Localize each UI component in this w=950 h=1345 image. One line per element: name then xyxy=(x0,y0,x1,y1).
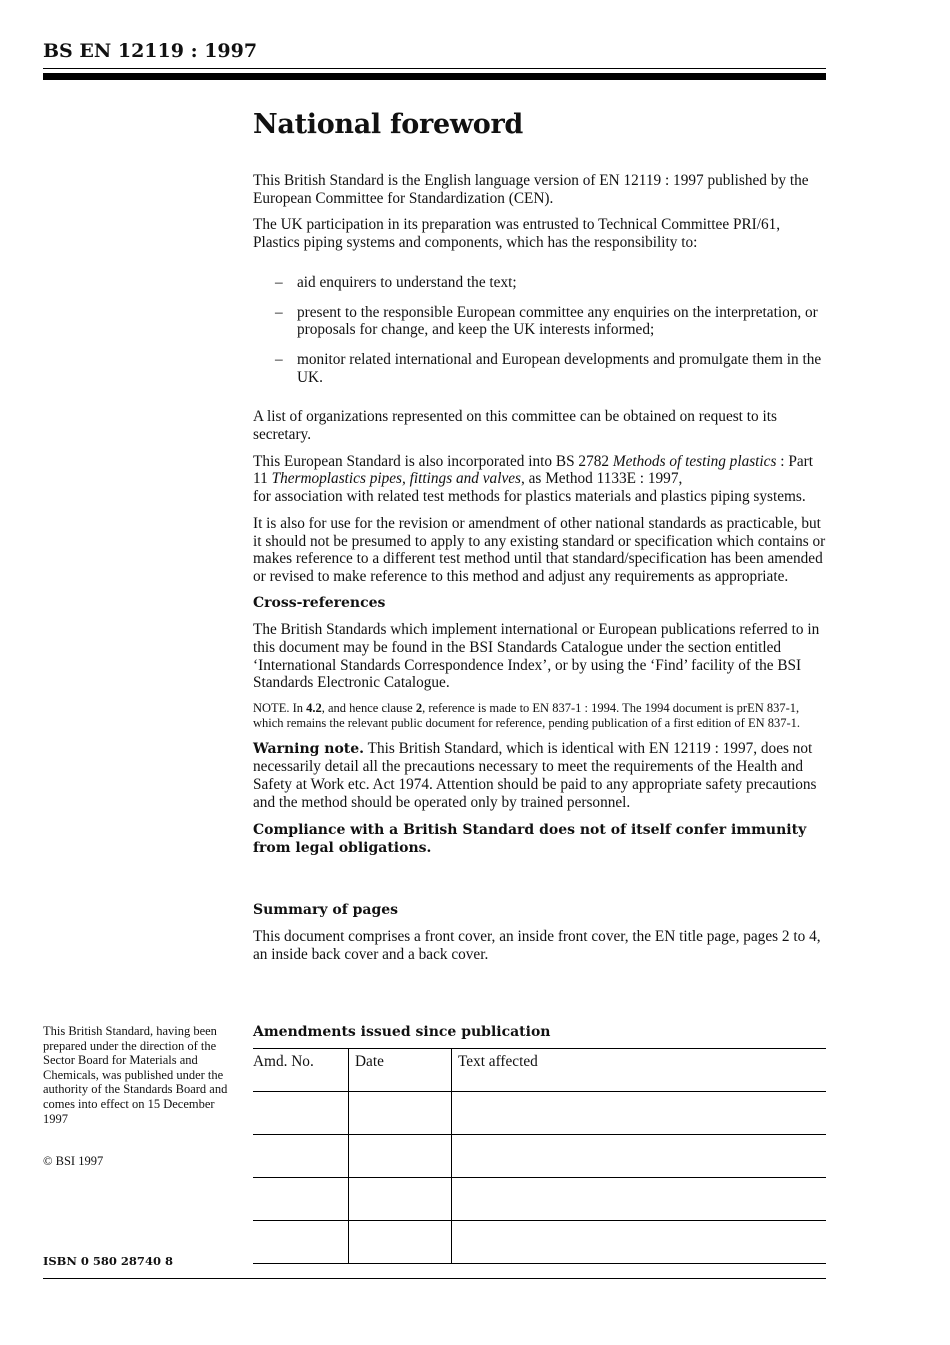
table-row xyxy=(253,1092,826,1135)
table-cell xyxy=(349,1092,452,1135)
summary-heading: Summary of pages xyxy=(253,901,399,918)
table-cell xyxy=(452,1178,827,1221)
committee-list-paragraph: A list of organizations represented on this committee can be obtained on request to its secretary. xyxy=(253,408,777,444)
copyright: © BSI 1997 xyxy=(43,1154,104,1168)
list-item xyxy=(253,351,826,386)
amendments-table xyxy=(253,1048,826,1264)
clause-ref: 2 xyxy=(415,701,423,716)
document-code: BS EN 12119 : 1997 xyxy=(43,40,258,62)
column-header: Date xyxy=(349,1049,452,1092)
table-cell xyxy=(452,1092,827,1135)
note-paragraph xyxy=(253,701,826,731)
dash-marker: – xyxy=(275,303,283,321)
compliance-statement: Compliance with a British Standard does not of itself confer immunity from legal obligations. xyxy=(253,821,807,856)
method-label: , as Method 1133E : 1997, xyxy=(520,470,683,488)
table-row xyxy=(253,1135,826,1178)
table-cell xyxy=(349,1135,452,1178)
warning-paragraph xyxy=(253,740,826,812)
table-cell xyxy=(452,1135,827,1178)
incorporation-tail: for association with related test methods for plastics materials and plastics piping systems. xyxy=(253,488,806,506)
table-row xyxy=(253,1221,826,1264)
list-item-text: monitor related international and European developments and promulgate them in the UK. xyxy=(297,350,822,386)
amendments-title: Amendments issued since publication xyxy=(253,1024,551,1040)
table-cell xyxy=(452,1221,827,1264)
table-cell xyxy=(253,1092,349,1135)
table-header-row xyxy=(253,1049,826,1092)
summary-paragraph: This document comprises a front cover, an inside front cover, the EN title page, pages 2 to 4, an inside back cover and a back cover. xyxy=(253,928,821,963)
bs-title: Methods of testing plastics xyxy=(612,452,777,470)
note-middle: , and hence clause xyxy=(321,701,416,716)
main-content xyxy=(253,108,826,973)
column-header: Text affected xyxy=(452,1049,827,1092)
table-cell xyxy=(253,1178,349,1221)
incorporation-paragraph xyxy=(253,453,826,506)
warning-label: Warning note. xyxy=(253,740,365,757)
table-cell xyxy=(349,1178,452,1221)
table-cell xyxy=(253,1221,349,1264)
list-item-text: aid enquirers to understand the text; xyxy=(297,273,517,291)
isbn: ISBN 0 580 28740 8 xyxy=(43,1254,173,1268)
table-row xyxy=(253,1178,826,1221)
responsibility-list xyxy=(253,274,826,387)
committee-paragraph: The UK participation in its preparation was entrusted to Technical Committee PRI/61, Plastics piping systems and components, which has the responsibility to: xyxy=(253,216,781,252)
list-item xyxy=(253,274,826,292)
page-title: National foreword xyxy=(253,109,523,140)
column-header: Amd. No. xyxy=(253,1049,349,1092)
note-prefix: NOTE. In xyxy=(253,701,307,716)
dash-marker: – xyxy=(275,273,283,291)
note-rest: , reference is made to EN 837-1 : 1994. The 1994 document is prEN 837-1, which remains the relevant public document for reference, pending publication of a first edition of EN 837-1. xyxy=(253,701,801,730)
list-item-text: present to the responsible European committee any enquiries on the interpretation, or proposals for change, and keep the UK interests informed; xyxy=(297,303,818,339)
part-label: : Part 11 xyxy=(253,452,813,488)
approval-note: This British Standard, having been prepared under the direction of the Sector Board for Materials and Chemicals, was published under the authority of the Standards Board and comes into effect on 15 December 1997 xyxy=(43,1024,228,1126)
clause-ref: 4.2 xyxy=(306,701,322,716)
cross-references-heading: Cross-references xyxy=(253,594,386,611)
dash-marker: – xyxy=(275,350,283,368)
list-item xyxy=(253,304,826,339)
warning-text: This British Standard, which is identical with EN 12119 : 1997, does not necessarily detail all the precautions necessary to meet the requirements of the Health and Safety at Work etc. Act 1974. Attention should be paid to any appropriate safety precautions and the method should be operated only by trained personnel. xyxy=(253,739,817,811)
footer-rule xyxy=(43,1278,826,1279)
intro-paragraph: This British Standard is the English language version of EN 12119 : 1997 published by the European Committee for Standardization (CEN). xyxy=(253,172,809,207)
incorporation-lead: This European Standard is also incorporated into BS 2782 xyxy=(253,452,613,470)
cross-references-paragraph: The British Standards which implement international or European publications referred to in this document may be found in the BSI Standards Catalogue under the section entitled ‘International Standards Correspondence Index’, or by using the ‘Find’ facility of the BSI Standards Electronic Catalogue. xyxy=(253,621,820,692)
header-rule-thick xyxy=(43,73,826,80)
part-title: Thermoplastics pipes, fittings and valves xyxy=(271,470,521,488)
revision-paragraph: It is also for use for the revision or amendment of other national standards as practicable, but it should not be presumed to apply to any existing standard or specification which contains or makes reference to a different test method until that standard/specification has been amended or revised to make reference to this method and adjust any requirements as appropriate. xyxy=(253,514,826,585)
header-rule-thin xyxy=(43,68,826,69)
table-cell xyxy=(253,1135,349,1178)
table-cell xyxy=(349,1221,452,1264)
